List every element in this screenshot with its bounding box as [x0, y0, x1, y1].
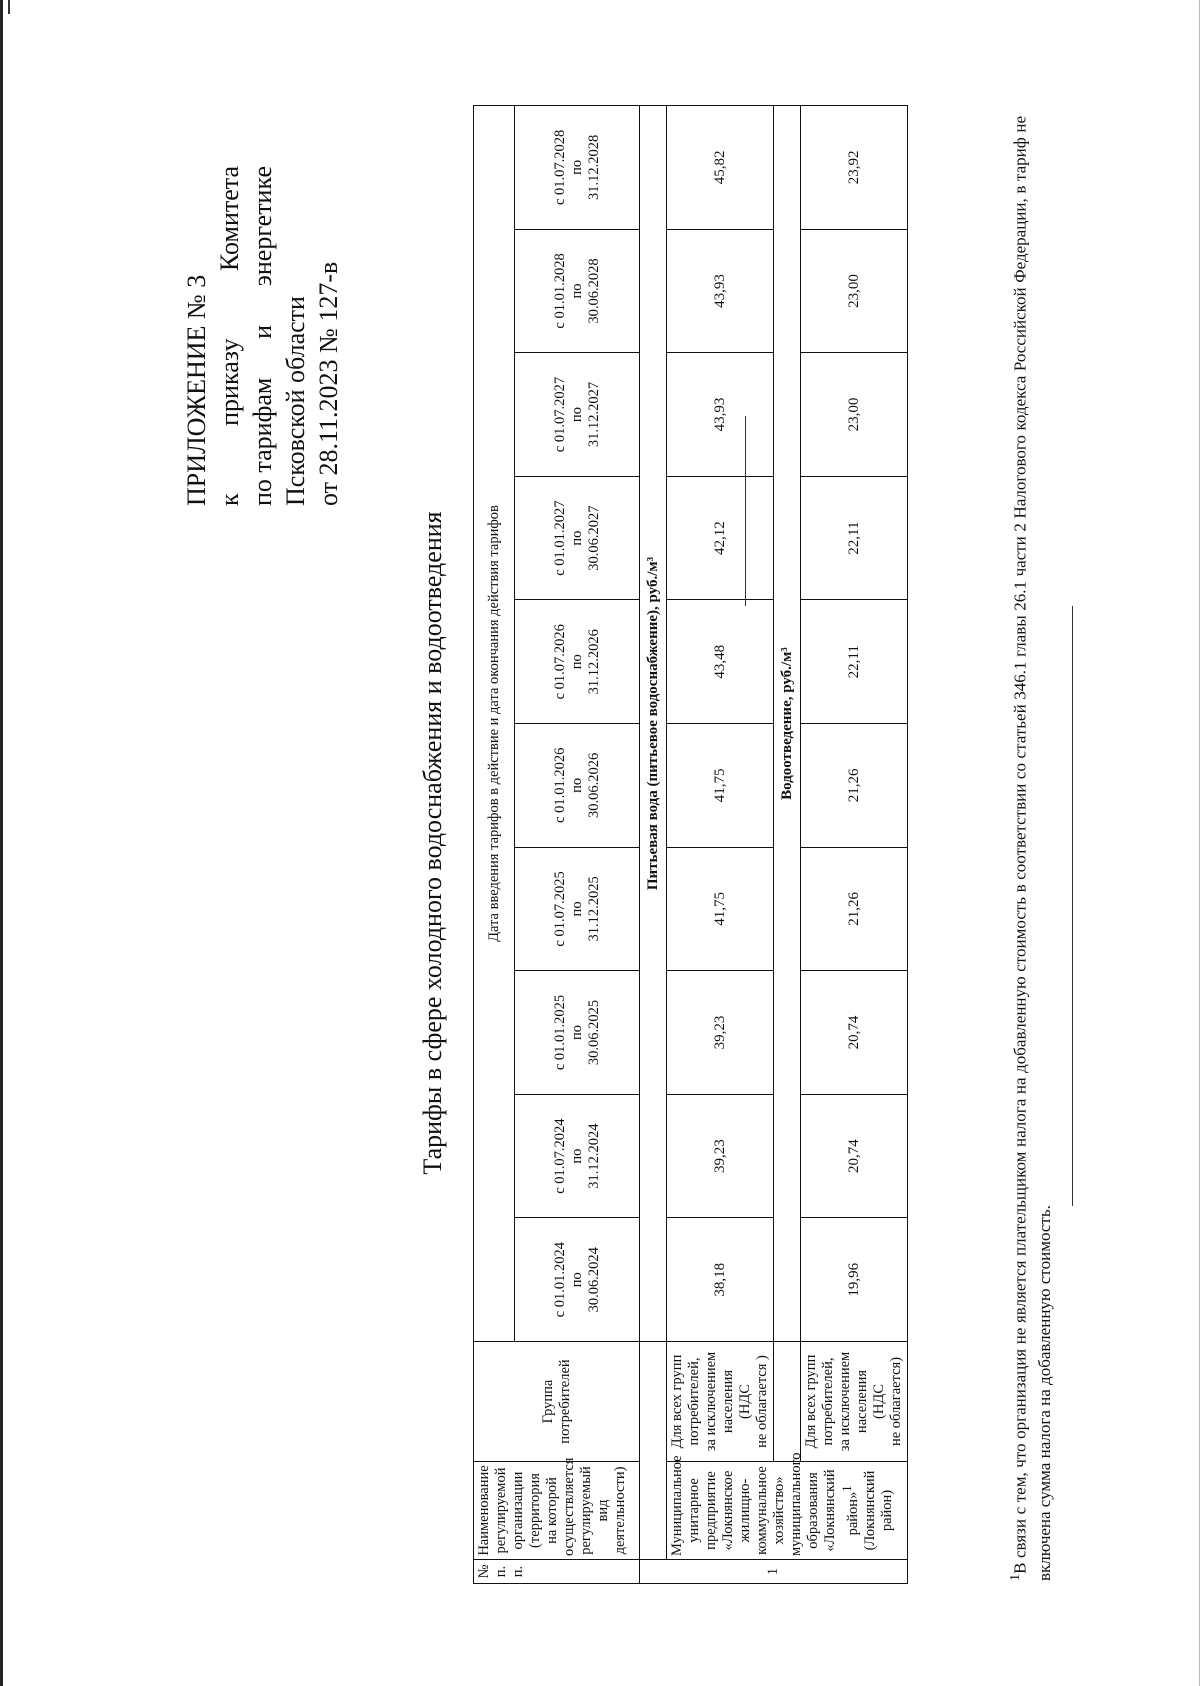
header-period-9: с 01.01.2028 по 30.06.2028: [515, 229, 640, 353]
tariff-value: 41,75: [667, 724, 774, 848]
header-period-1: с 01.01.2024 по 30.06.2024: [515, 1218, 640, 1342]
separator-rule-appendix: [745, 416, 746, 606]
table-row: [667, 106, 774, 1584]
tariff-value: 39,23: [667, 1094, 774, 1218]
header-period-8: с 01.07.2027 по 31.12.2027: [515, 353, 640, 477]
header-period-2: с 01.07.2024 по 31.12.2024: [515, 1094, 640, 1218]
header-period-5: с 01.01.2026 по 30.06.2026: [515, 724, 640, 848]
header-consumer-group: Группа потребителей: [474, 1342, 640, 1462]
tariff-value: 43,48: [667, 600, 774, 724]
appendix-block: [180, 166, 345, 506]
tariff-value: 45,82: [667, 106, 774, 230]
organization-name: Муниципальное унитарное предприятие «Локнянское жилищно- коммунальное хозяйство» муниципального образования «Локнянский район»$^1$ (Локнянский район): [667, 1462, 908, 1560]
header-period-6: с 01.07.2026 по 31.12.2026: [515, 600, 640, 724]
row-number: 1: [640, 1560, 908, 1584]
tariff-value: 42,12: [667, 476, 774, 600]
tariff-value: 22,11: [801, 600, 908, 724]
appendix-line-region: Псковской области: [281, 296, 310, 506]
tariff-value: 21,26: [801, 847, 908, 971]
separator-rule-footnote: [1072, 606, 1073, 1206]
appendix-line-date: от 28.11.2023 № 127-в: [314, 261, 343, 506]
tariff-value: 22,11: [801, 476, 908, 600]
tariff-value: 43,93: [667, 229, 774, 353]
header-period-4: с 01.07.2025 по 31.12.2025: [515, 847, 640, 971]
header-period-10: с 01.07.2028 по 31.12.2028: [515, 106, 640, 230]
header-dates-caption: Дата введения тарифов в действие и дата окончания действия тарифов: [474, 106, 515, 1342]
section-title-row: [640, 106, 667, 1584]
tariff-value: 19,96: [801, 1218, 908, 1342]
header-organization: Наименование регулируемой организации (территория на которой осуществляется регулируемый вид деятельности): [474, 1462, 640, 1560]
header-number: № п. п.: [474, 1560, 640, 1584]
table-row: [801, 106, 908, 1584]
tariff-value: 23,00: [801, 353, 908, 477]
tariff-value: 23,00: [801, 229, 908, 353]
tariff-value: 39,23: [667, 971, 774, 1095]
tariff-value: 21,26: [801, 724, 908, 848]
tariff-value: 20,74: [801, 971, 908, 1095]
section-title: Водоотведение, руб./м³: [774, 106, 801, 1342]
section-title: Питьевая вода (питьевое водоснабжение), руб./м³: [640, 106, 667, 1342]
tariff-table: [473, 105, 908, 1584]
tariff-value: 43,93: [667, 353, 774, 477]
tariff-value: 38,18: [667, 1218, 774, 1342]
appendix-line-committee: по тарифам и энергетике: [248, 166, 277, 506]
header-period-7: с 01.01.2027 по 30.06.2027: [515, 476, 640, 600]
footnote: $^1$В связи с тем, что организация не является плательщиком налога на добавленную стоимость в соответствии со статьей 346.1 главы 26.1 части 2 Налогового кодекса Российской Федерации, в тариф не включена сумма налога на добавленную стоимость.: [1007, 116, 1054, 1581]
section-spacer: [640, 1342, 667, 1560]
appendix-heading: ПРИЛОЖЕНИЕ № 3: [182, 274, 211, 506]
tariff-value: 41,75: [667, 847, 774, 971]
header-period-3: с 01.01.2025 по 30.06.2025: [515, 971, 640, 1095]
tariff-value: 23,92: [801, 106, 908, 230]
consumer-group: Для всех групп потребителей, за исключением населения (НДС не облагается ): [667, 1342, 774, 1462]
tariff-table-body: [640, 106, 908, 1584]
section-spacer: [774, 1342, 801, 1462]
document-title: Тарифы в сфере холодного водоснабжения и водоотведения: [418, 511, 447, 1175]
appendix-line-order: к приказу Комитета: [215, 166, 244, 506]
section-title-row: [774, 106, 801, 1584]
tariff-value: 20,74: [801, 1094, 908, 1218]
consumer-group: Для всех групп потребителей, за исключением населения (НДС не облагается): [801, 1342, 908, 1462]
footnote-text: В связи с тем, что организация не является плательщиком налога на добавленную стоимость в соответствии со статьей 346.1 главы 26.1 части 2 Налогового кодекса Российской Федерации, в тариф не включена сумма налога на добавленную стоимость.: [1010, 116, 1054, 1581]
